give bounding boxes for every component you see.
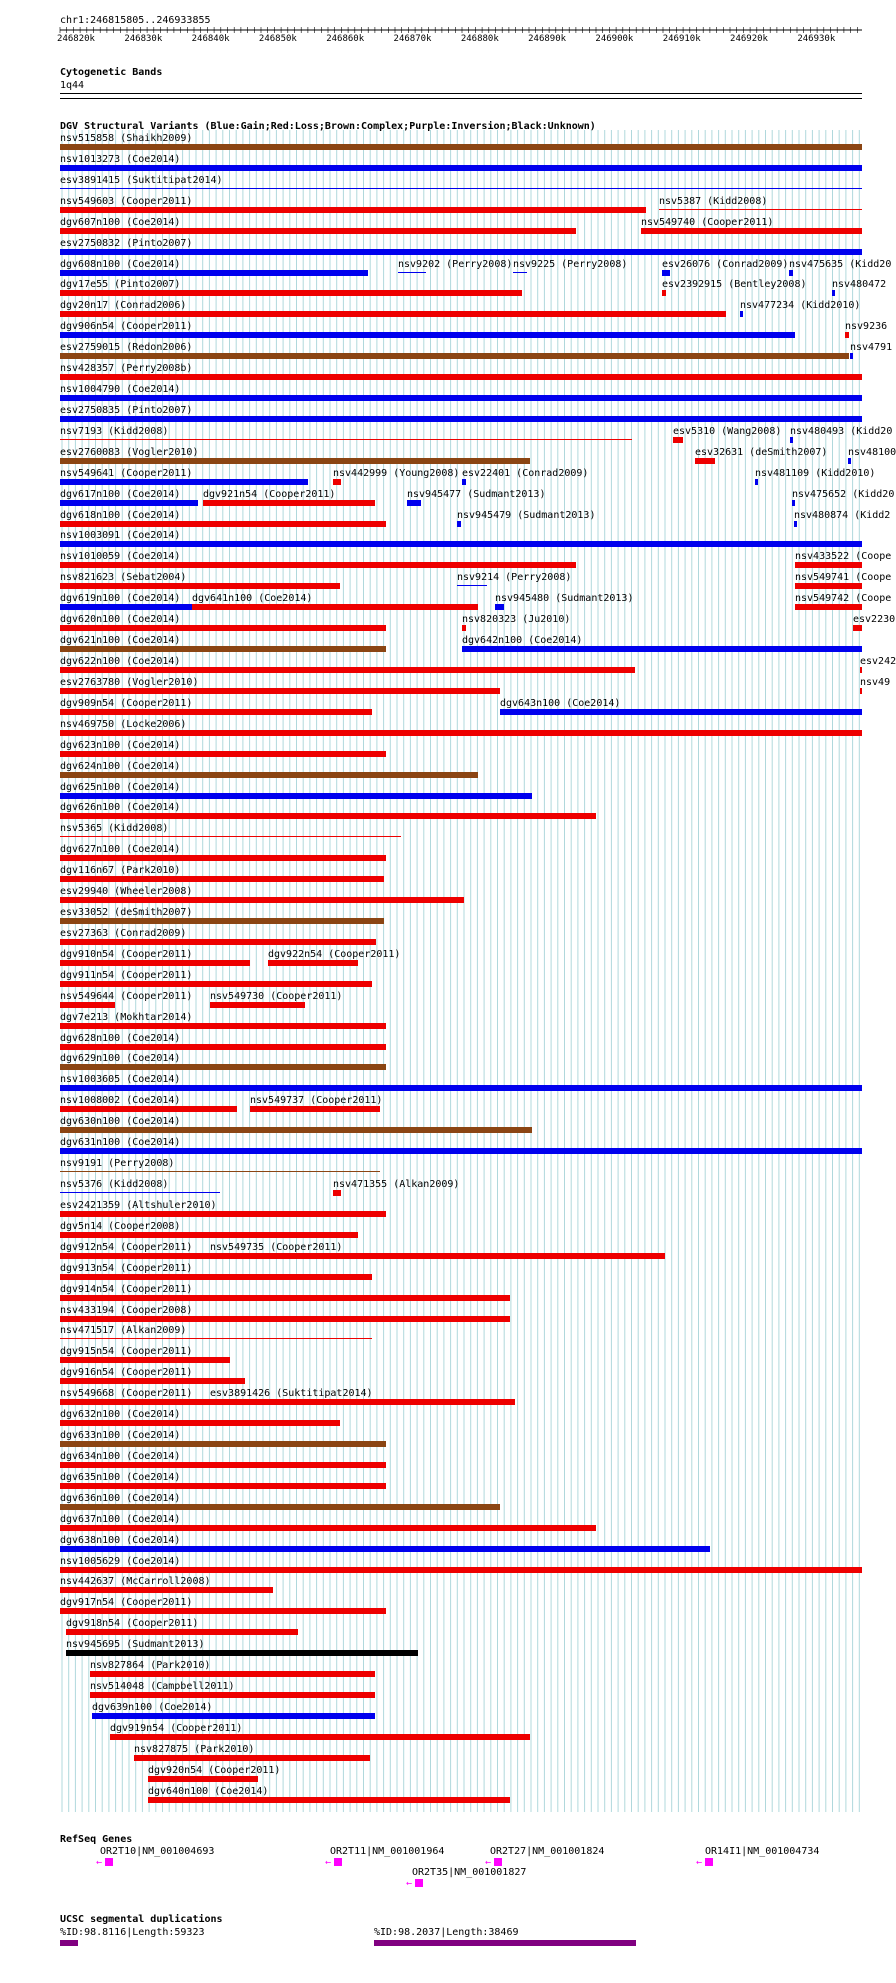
- variant-label[interactable]: dgv640n100 (Coe2014): [148, 1785, 269, 1797]
- variant-bar-loss[interactable]: [462, 625, 466, 631]
- variant-bar-loss[interactable]: [60, 981, 372, 987]
- variant-label[interactable]: nsv9225 (Perry2008): [513, 258, 628, 270]
- variant-label[interactable]: dgv909n54 (Cooper2011): [60, 697, 193, 709]
- variant-label[interactable]: esv27363 (Conrad2009): [60, 927, 187, 939]
- variant-bar-loss[interactable]: [860, 688, 862, 694]
- variant-bar-loss[interactable]: [60, 374, 862, 380]
- variant-bar-loss[interactable]: [60, 625, 386, 631]
- variant-bar-loss[interactable]: [60, 709, 372, 715]
- variant-label[interactable]: nsv480874 (Kidd2: [794, 509, 891, 521]
- variant-bar-gain[interactable]: [60, 249, 862, 255]
- variant-label[interactable]: nsv49: [860, 676, 891, 688]
- variant-label[interactable]: nsv827875 (Park2010): [134, 1743, 255, 1755]
- variant-bar-gain[interactable]: [60, 1085, 862, 1091]
- ruler-tick-label: 246850k: [258, 34, 297, 44]
- variant-label[interactable]: nsv945480 (Sudmant2013): [495, 593, 634, 605]
- variant-bar-complex[interactable]: [60, 1127, 532, 1133]
- variant-label[interactable]: nsv480472: [832, 279, 887, 291]
- variant-bar-complex[interactable]: [60, 1504, 500, 1510]
- variant-bar-loss[interactable]: [60, 1044, 386, 1050]
- variant-label[interactable]: nsv549740 (Cooper2011): [641, 216, 774, 228]
- ruler-tick-label: 246910k: [662, 34, 701, 44]
- variant-label[interactable]: dgv625n100 (Coe2014): [60, 781, 181, 793]
- variant-label[interactable]: dgv632n100 (Coe2014): [60, 1409, 181, 1421]
- variant-bar-complex[interactable]: [60, 353, 849, 359]
- variant-label[interactable]: nsv477234 (Kidd2010): [740, 300, 861, 312]
- variant-label[interactable]: nsv1008002 (Coe2014): [60, 1095, 181, 1107]
- variant-bar-loss[interactable]: [641, 228, 862, 234]
- variant-label[interactable]: nsv549742 (Coope: [795, 593, 892, 605]
- variant-bar-loss[interactable]: [795, 562, 862, 568]
- segdup-bar[interactable]: [60, 1940, 78, 1946]
- variant-label[interactable]: dgv915n54 (Cooper2011): [60, 1346, 193, 1358]
- variant-bar-gain[interactable]: [755, 479, 758, 485]
- variant-label[interactable]: nsv9236: [845, 321, 888, 333]
- variant-bar-loss[interactable]: [60, 876, 384, 882]
- variant-label[interactable]: nsv4791: [850, 342, 893, 354]
- variant-label[interactable]: nsv549668 (Cooper2011): [60, 1388, 193, 1400]
- variant-bar-gain[interactable]: [92, 1713, 375, 1719]
- variant-bar-loss[interactable]: [60, 583, 340, 589]
- variant-bar-gain[interactable]: [790, 437, 793, 443]
- variant-label[interactable]: dgv641n100 (Coe2014): [192, 593, 313, 605]
- variant-label[interactable]: nsv481109 (Kidd2010): [755, 467, 876, 479]
- variant-label[interactable]: nsv549641 (Cooper2011): [60, 467, 193, 479]
- variant-label[interactable]: esv3891426 (Suktitipat2014): [210, 1388, 373, 1400]
- variant-bar-loss[interactable]: [60, 1420, 340, 1426]
- variant-label[interactable]: nsv549644 (Cooper2011): [60, 990, 193, 1002]
- variant-bar-gain[interactable]: [792, 500, 795, 506]
- variant-bar-loss[interactable]: [60, 1338, 372, 1339]
- segdup-track-title[interactable]: UCSC segmental duplications: [60, 1914, 223, 1925]
- ruler-tick-label: 246870k: [393, 34, 432, 44]
- variant-label[interactable]: nsv9191 (Perry2008): [60, 1158, 175, 1170]
- gene-exon[interactable]: [334, 1858, 342, 1866]
- variant-label[interactable]: esv5310 (Wang2008): [673, 425, 782, 437]
- variant-bar-loss[interactable]: [60, 290, 522, 296]
- strand-arrow-icon: ←: [96, 1857, 103, 1868]
- gene-label[interactable]: OR2T11|NM_001001964: [330, 1846, 445, 1857]
- variant-bar-gain[interactable]: [60, 541, 862, 547]
- variant-label[interactable]: dgv635n100 (Coe2014): [60, 1471, 181, 1483]
- variant-bar-gain[interactable]: [462, 646, 862, 652]
- variant-bar-loss[interactable]: [333, 1190, 341, 1196]
- variant-bar-complex[interactable]: [60, 918, 384, 924]
- variant-bar-loss[interactable]: [60, 1232, 358, 1238]
- variant-label[interactable]: nsv549741 (Coope: [795, 572, 892, 584]
- variant-label[interactable]: nsv820323 (Ju2010): [462, 614, 571, 626]
- variant-label[interactable]: dgv621n100 (Coe2014): [60, 635, 181, 647]
- variant-bar-gain[interactable]: [60, 332, 795, 338]
- variant-label[interactable]: dgv643n100 (Coe2014): [500, 697, 621, 709]
- gene-label[interactable]: OR2T27|NM_001001824: [490, 1846, 605, 1857]
- variant-label[interactable]: dgv20n17 (Conrad2006): [60, 300, 187, 312]
- segdup-label[interactable]: %ID:98.8116|Length:59323: [60, 1927, 205, 1938]
- variant-label[interactable]: esv22401 (Conrad2009): [462, 467, 589, 479]
- variant-label[interactable]: nsv469750 (Locke2006): [60, 718, 187, 730]
- variant-bar-gain[interactable]: [740, 311, 743, 317]
- variant-bar-gain[interactable]: [60, 416, 862, 422]
- variant-bar-complex[interactable]: [60, 1441, 386, 1447]
- variant-label[interactable]: nsv9214 (Perry2008): [457, 572, 572, 584]
- variant-label[interactable]: dgv608n100 (Coe2014): [60, 258, 181, 270]
- variant-bar-gain[interactable]: [832, 290, 835, 296]
- ruler-tick-label: 246930k: [797, 34, 836, 44]
- variant-bar-loss[interactable]: [60, 667, 635, 673]
- ruler-tick-label: 246900k: [595, 34, 634, 44]
- variant-label[interactable]: dgv116n67 (Park2010): [60, 865, 181, 877]
- variant-bar-loss[interactable]: [662, 290, 666, 296]
- variant-label[interactable]: dgv636n100 (Coe2014): [60, 1492, 181, 1504]
- variant-bar-loss[interactable]: [60, 439, 632, 440]
- variant-label[interactable]: dgv633n100 (Coe2014): [60, 1430, 181, 1442]
- variant-bar-gain[interactable]: [60, 1192, 220, 1193]
- variant-label[interactable]: esv242: [860, 656, 896, 667]
- variant-label[interactable]: dgv620n100 (Coe2014): [60, 614, 181, 626]
- variant-bar-loss[interactable]: [210, 1253, 665, 1259]
- variant-label[interactable]: esv2230: [853, 614, 896, 626]
- variant-bar-loss[interactable]: [845, 332, 849, 338]
- variant-label[interactable]: nsv1004790 (Coe2014): [60, 384, 181, 396]
- variant-label[interactable]: nsv5365 (Kidd2008): [60, 823, 169, 835]
- variant-label[interactable]: nsv5387 (Kidd2008): [659, 195, 768, 207]
- variant-label[interactable]: dgv911n54 (Cooper2011): [60, 969, 193, 981]
- variant-bar-loss[interactable]: [148, 1776, 258, 1782]
- segdup-bar[interactable]: [374, 1940, 636, 1946]
- variant-bar-loss[interactable]: [60, 1608, 386, 1614]
- variant-label[interactable]: dgv628n100 (Coe2014): [60, 1032, 181, 1044]
- variant-bar-loss[interactable]: [60, 1253, 210, 1259]
- variant-label[interactable]: nsv5376 (Kidd2008): [60, 1179, 169, 1190]
- variant-bar-gain[interactable]: [60, 479, 308, 485]
- variant-label[interactable]: nsv549737 (Cooper2011): [250, 1095, 383, 1107]
- variant-bar-loss[interactable]: [60, 1002, 115, 1008]
- variant-label[interactable]: nsv471517 (Alkan2009): [60, 1325, 187, 1337]
- variant-label[interactable]: nsv945477 (Sudmant2013): [407, 488, 546, 500]
- position-label: chr1:246815805..246933855: [60, 15, 211, 26]
- variant-label[interactable]: esv33052 (deSmith2007): [60, 907, 193, 919]
- variant-label[interactable]: dgv619n100 (Coe2014): [60, 593, 181, 605]
- variant-bar-loss[interactable]: [60, 960, 250, 966]
- variant-bar-loss[interactable]: [60, 897, 464, 903]
- variant-label[interactable]: nsv442999 (Young2008): [333, 467, 460, 479]
- variant-label[interactable]: nsv549735 (Cooper2011): [210, 1241, 343, 1253]
- variant-label[interactable]: nsv9202 (Perry2008): [398, 258, 513, 270]
- variant-label[interactable]: dgv639n100 (Coe2014): [92, 1702, 213, 1713]
- variant-bar-loss[interactable]: [60, 1462, 386, 1468]
- variant-bar-loss[interactable]: [110, 1734, 530, 1740]
- variant-label[interactable]: dgv916n54 (Cooper2011): [60, 1367, 193, 1379]
- variant-bar-gain[interactable]: [407, 500, 421, 506]
- variant-label[interactable]: nsv48100: [848, 446, 896, 458]
- variant-label[interactable]: nsv1003091 (Coe2014): [60, 530, 181, 542]
- variant-label[interactable]: nsv475652 (Kidd20: [792, 488, 895, 500]
- variant-label[interactable]: nsv475635 (Kidd20: [789, 258, 892, 270]
- variant-label[interactable]: nsv1010059 (Coe2014): [60, 551, 181, 563]
- variant-bar-loss[interactable]: [60, 1525, 596, 1531]
- variant-bar-loss[interactable]: [210, 1002, 305, 1008]
- variant-bar-gain[interactable]: [60, 270, 368, 276]
- variant-label[interactable]: esv2392915 (Bentley2008): [662, 279, 807, 291]
- variant-bar-gain[interactable]: [662, 270, 670, 276]
- strand-arrow-icon: ←: [325, 1857, 332, 1868]
- variant-bar-loss[interactable]: [60, 813, 596, 819]
- variant-bar-gain[interactable]: [794, 521, 797, 527]
- variant-bar-gain[interactable]: [462, 479, 466, 485]
- variant-bar-gain[interactable]: [850, 353, 853, 359]
- variant-bar-complex[interactable]: [60, 144, 862, 150]
- variant-bar-gain[interactable]: [848, 458, 851, 464]
- variant-bar-loss[interactable]: [60, 521, 386, 527]
- variant-bar-loss[interactable]: [148, 1797, 510, 1803]
- variant-label[interactable]: dgv906n54 (Cooper2011): [60, 321, 193, 333]
- cytoband-track-title[interactable]: Cytogenetic Bands: [60, 67, 163, 78]
- variant-bar-loss[interactable]: [659, 209, 862, 210]
- variant-label[interactable]: nsv428357 (Perry2008b): [60, 363, 193, 375]
- strand-arrow-icon: ←: [696, 1857, 703, 1868]
- variant-bar-gain[interactable]: [60, 395, 862, 401]
- variant-label[interactable]: esv2763780 (Vogler2010): [60, 676, 199, 688]
- variant-label[interactable]: dgv5n14 (Cooper2008): [60, 1220, 181, 1232]
- strand-arrow-icon: ←: [406, 1878, 413, 1889]
- variant-label[interactable]: nsv945479 (Sudmant2013): [457, 509, 596, 521]
- gene-exon[interactable]: [494, 1858, 502, 1866]
- variant-bar-loss[interactable]: [60, 688, 500, 694]
- variant-bar-loss[interactable]: [90, 1692, 375, 1698]
- cytoband-ideogram-line: [60, 93, 862, 94]
- variant-label[interactable]: esv32631 (deSmith2007): [695, 446, 828, 458]
- variant-bar-gain[interactable]: [398, 272, 426, 273]
- variant-bar-gain[interactable]: [60, 500, 198, 506]
- cytoband-ideogram-line-bottom: [60, 98, 862, 99]
- variant-label[interactable]: dgv634n100 (Coe2014): [60, 1450, 181, 1462]
- gene-exon[interactable]: [415, 1879, 423, 1887]
- variant-label[interactable]: dgv917n54 (Cooper2011): [60, 1597, 193, 1609]
- variant-label[interactable]: dgv622n100 (Coe2014): [60, 656, 181, 667]
- variant-label[interactable]: dgv918n54 (Cooper2011): [66, 1618, 199, 1630]
- variant-bar-unknown[interactable]: [66, 1650, 418, 1656]
- variant-bar-complex[interactable]: [60, 772, 478, 778]
- variant-bar-loss[interactable]: [60, 1483, 386, 1489]
- variant-label[interactable]: nsv471355 (Alkan2009): [333, 1179, 460, 1190]
- variant-bar-loss[interactable]: [60, 836, 401, 837]
- variant-bar-loss[interactable]: [60, 1106, 237, 1112]
- variant-label[interactable]: dgv921n54 (Cooper2011): [203, 488, 336, 500]
- variant-bar-loss[interactable]: [60, 207, 646, 213]
- variant-bar-loss[interactable]: [60, 751, 386, 757]
- variant-label[interactable]: dgv913n54 (Cooper2011): [60, 1262, 193, 1274]
- variant-label[interactable]: dgv624n100 (Coe2014): [60, 760, 181, 772]
- variant-label[interactable]: dgv629n100 (Coe2014): [60, 1053, 181, 1065]
- variant-label[interactable]: dgv914n54 (Cooper2011): [60, 1283, 193, 1295]
- variant-bar-complex[interactable]: [60, 646, 386, 652]
- variant-label[interactable]: nsv1013273 (Coe2014): [60, 153, 181, 165]
- variant-label[interactable]: nsv549730 (Cooper2011): [210, 990, 343, 1002]
- gene-label[interactable]: OR2T35|NM_001001827: [412, 1867, 527, 1878]
- variant-bar-gain[interactable]: [60, 1546, 710, 1552]
- ruler-tick-label: 246920k: [730, 34, 768, 44]
- variant-bar-loss[interactable]: [203, 500, 375, 506]
- variant-bar-loss[interactable]: [60, 1587, 273, 1593]
- ruler-tick-label: 246890k: [528, 34, 567, 44]
- variant-bar-complex[interactable]: [60, 1064, 386, 1070]
- variant-label[interactable]: dgv631n100 (Coe2014): [60, 1137, 181, 1149]
- variant-label[interactable]: nsv945695 (Sudmant2013): [66, 1639, 205, 1651]
- variant-label[interactable]: nsv821623 (Sebat2004): [60, 572, 187, 584]
- variant-label[interactable]: nsv433522 (Coope: [795, 551, 892, 563]
- variant-bar-loss[interactable]: [860, 667, 862, 673]
- variant-bar-gain[interactable]: [60, 793, 532, 799]
- variant-label[interactable]: esv2760083 (Vogler2010): [60, 446, 199, 458]
- variant-label[interactable]: dgv17e55 (Pinto2007): [60, 279, 181, 291]
- variant-label[interactable]: esv2759015 (Redon2006): [60, 342, 193, 354]
- dgv-track-title[interactable]: DGV Structural Variants (Blue:Gain;Red:Loss;Brown:Complex;Purple:Inversion;Black:Unknown): [60, 121, 596, 132]
- variant-bar-complex[interactable]: [60, 1171, 380, 1172]
- variant-bar-loss[interactable]: [60, 562, 576, 568]
- variant-bar-gain[interactable]: [60, 604, 198, 610]
- variant-bar-loss[interactable]: [210, 1399, 515, 1405]
- variant-bar-loss[interactable]: [60, 1316, 510, 1322]
- variant-label[interactable]: nsv480493 (Kidd20: [790, 425, 893, 437]
- variant-label[interactable]: esv3891415 (Suktitipat2014): [60, 174, 223, 186]
- variant-bar-loss[interactable]: [853, 625, 862, 631]
- variant-bar-loss[interactable]: [60, 1295, 510, 1301]
- ruler-tick-label: 246830k: [124, 34, 163, 44]
- variant-bar-gain[interactable]: [457, 521, 461, 527]
- cytoband-label: 1q44: [60, 80, 85, 91]
- variant-bar-loss[interactable]: [60, 228, 576, 234]
- variant-bar-gain[interactable]: [457, 585, 487, 586]
- variant-bar-gain[interactable]: [500, 709, 862, 715]
- variant-bar-loss[interactable]: [60, 311, 726, 317]
- variant-label[interactable]: dgv623n100 (Coe2014): [60, 739, 181, 751]
- variant-label[interactable]: dgv642n100 (Coe2014): [462, 635, 583, 647]
- variant-bar-gain[interactable]: [60, 188, 862, 189]
- variant-label[interactable]: esv2750832 (Pinto2007): [60, 237, 193, 249]
- variant-label[interactable]: dgv919n54 (Cooper2011): [110, 1722, 243, 1734]
- variant-bar-loss[interactable]: [66, 1629, 298, 1635]
- variant-label[interactable]: dgv627n100 (Coe2014): [60, 844, 181, 856]
- variant-label[interactable]: esv26076 (Conrad2009): [662, 258, 789, 270]
- variant-bar-loss[interactable]: [333, 479, 341, 485]
- refseq-track-title[interactable]: RefSeq Genes: [60, 1834, 133, 1845]
- variant-label[interactable]: nsv1005629 (Coe2014): [60, 1555, 181, 1567]
- gene-label[interactable]: OR14I1|NM_001004734: [705, 1846, 820, 1857]
- variant-bar-loss[interactable]: [795, 604, 862, 610]
- variant-bar-loss[interactable]: [60, 939, 376, 945]
- variant-bar-loss[interactable]: [60, 1023, 386, 1029]
- variant-label[interactable]: dgv637n100 (Coe2014): [60, 1513, 181, 1525]
- variant-bar-gain[interactable]: [60, 165, 862, 171]
- ruler-tick-label: 246880k: [460, 34, 499, 44]
- variant-label[interactable]: dgv617n100 (Coe2014): [60, 488, 181, 500]
- variant-bar-loss[interactable]: [250, 1106, 380, 1112]
- variant-label[interactable]: esv29940 (Wheeler2008): [60, 886, 193, 898]
- variant-bar-gain[interactable]: [513, 272, 527, 273]
- variant-label[interactable]: dgv910n54 (Cooper2011): [60, 948, 193, 960]
- variant-label[interactable]: dgv626n100 (Coe2014): [60, 802, 181, 814]
- variant-label[interactable]: dgv618n100 (Coe2014): [60, 509, 181, 521]
- ruler-tick-label: 246840k: [191, 34, 230, 44]
- variant-label[interactable]: dgv920n54 (Cooper2011): [148, 1764, 281, 1776]
- variant-label[interactable]: nsv827864 (Park2010): [90, 1660, 211, 1672]
- variant-label[interactable]: nsv514048 (Campbell2011): [90, 1681, 235, 1693]
- segdup-label[interactable]: %ID:98.2037|Length:38469: [374, 1927, 519, 1938]
- variant-bar-gain[interactable]: [789, 270, 793, 276]
- strand-arrow-icon: ←: [485, 1857, 492, 1868]
- variant-label[interactable]: dgv912n54 (Cooper2011): [60, 1241, 193, 1253]
- variant-bar-loss[interactable]: [795, 583, 862, 589]
- variant-bar-loss[interactable]: [60, 730, 862, 736]
- variant-bar-loss[interactable]: [90, 1671, 375, 1677]
- variant-bar-loss[interactable]: [695, 458, 715, 464]
- gene-exon[interactable]: [705, 1858, 713, 1866]
- ruler-tick-label: 246820k: [57, 34, 95, 44]
- variant-bar-loss[interactable]: [60, 1567, 862, 1573]
- variant-bar-loss[interactable]: [134, 1755, 370, 1761]
- variant-bar-loss[interactable]: [60, 1274, 372, 1280]
- variant-label[interactable]: nsv442637 (McCarroll2008): [60, 1576, 211, 1588]
- variant-label[interactable]: esv2421359 (Altshuler2010): [60, 1199, 217, 1211]
- variant-bar-loss[interactable]: [268, 960, 358, 966]
- variant-bar-loss[interactable]: [60, 1211, 386, 1217]
- ruler-tick-label: 246860k: [326, 34, 365, 44]
- variant-label[interactable]: nsv7193 (Kidd2008): [60, 425, 169, 437]
- gene-label[interactable]: OR2T10|NM_001004693: [100, 1846, 215, 1857]
- variant-bar-gain[interactable]: [495, 604, 504, 610]
- variant-label[interactable]: dgv638n100 (Coe2014): [60, 1534, 181, 1546]
- variant-bar-loss[interactable]: [192, 604, 478, 610]
- variant-label[interactable]: nsv433194 (Cooper2008): [60, 1304, 193, 1316]
- variant-bar-loss[interactable]: [60, 855, 386, 861]
- variant-bar-loss[interactable]: [60, 1378, 245, 1384]
- variant-bar-loss[interactable]: [673, 437, 683, 443]
- variant-bar-gain[interactable]: [60, 1148, 862, 1154]
- variant-label[interactable]: dgv7e213 (Mokhtar2014): [60, 1011, 193, 1023]
- gene-exon[interactable]: [105, 1858, 113, 1866]
- variant-label[interactable]: dgv607n100 (Coe2014): [60, 216, 181, 228]
- variant-label[interactable]: dgv922n54 (Cooper2011): [268, 948, 401, 960]
- variant-label[interactable]: esv2750835 (Pinto2007): [60, 404, 193, 416]
- variant-label[interactable]: nsv515858 (Shaikh2009): [60, 133, 193, 144]
- variant-label[interactable]: dgv630n100 (Coe2014): [60, 1116, 181, 1128]
- variant-label[interactable]: nsv549603 (Cooper2011): [60, 195, 193, 207]
- variant-label[interactable]: nsv1003605 (Coe2014): [60, 1074, 181, 1086]
- variant-bar-complex[interactable]: [60, 458, 530, 464]
- variant-bar-loss[interactable]: [60, 1357, 230, 1363]
